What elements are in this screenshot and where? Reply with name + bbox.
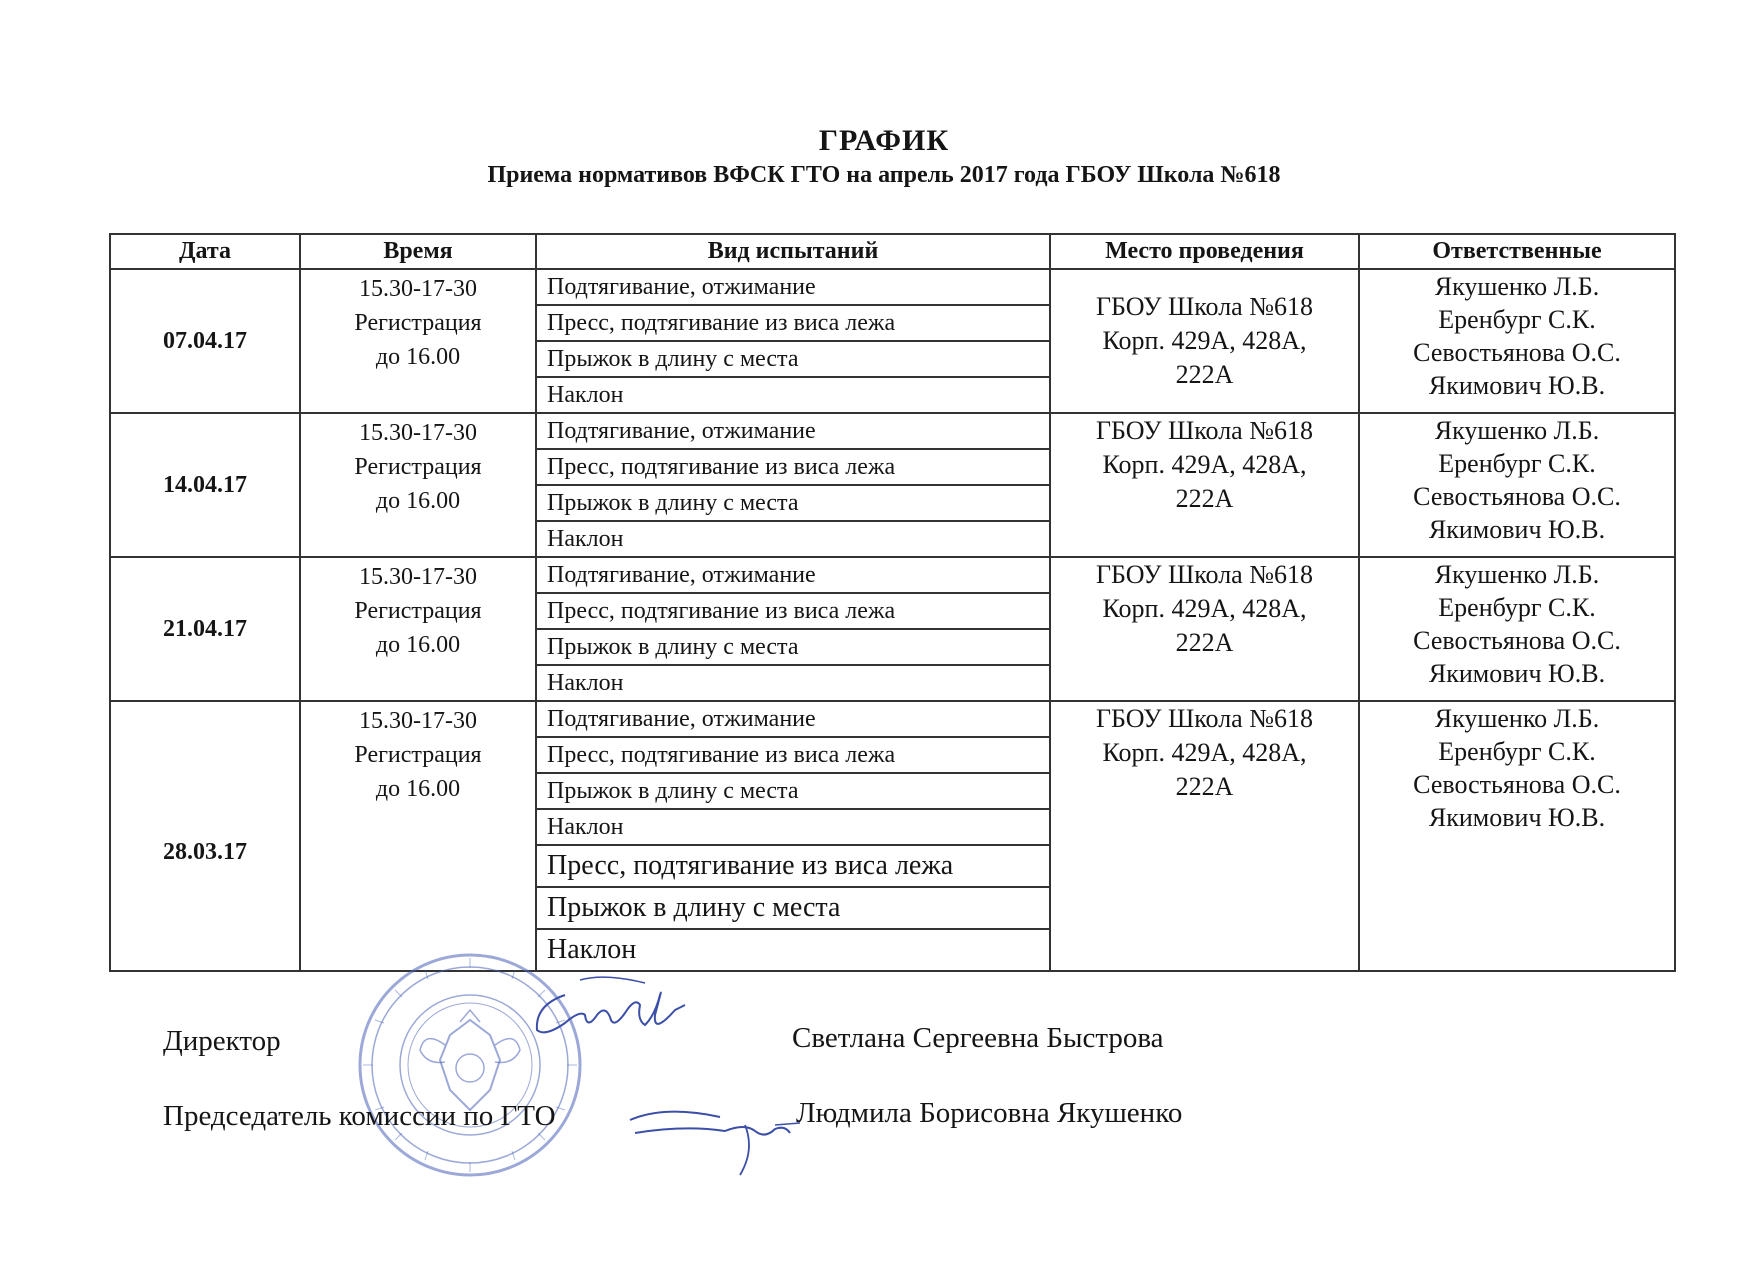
test-cell: Наклон — [536, 929, 1050, 971]
responsible-name: Якушенко Л.Б. — [1434, 416, 1600, 445]
column-header-test: Вид испытаний — [536, 234, 1050, 269]
place-cell — [1050, 557, 1359, 701]
place-line: 222А — [1175, 360, 1234, 389]
document-title: ГРАФИК — [818, 124, 950, 157]
place-line: Корп. 429А, 428А, — [1102, 594, 1307, 623]
table-row — [110, 701, 1675, 737]
chair-role: Председатель комиссии по ГТО — [163, 1100, 556, 1132]
place-line: 222А — [1175, 484, 1234, 513]
place-line: ГБОУ Школа №618 — [1095, 560, 1314, 589]
responsible-name: Севостьянова О.С. — [1413, 626, 1621, 655]
test-cell: Пресс, подтягивание из виса лежа — [536, 593, 1050, 629]
document-subtitle: Приема нормативов ВФСК ГТО на апрель 2017 года ГБОУ Школа №618 — [487, 162, 1281, 188]
place-cell — [1050, 269, 1359, 413]
column-header-place: Место проведения — [1050, 234, 1359, 269]
place-line: Корп. 429А, 428А, — [1102, 450, 1307, 479]
place-cell — [1050, 701, 1359, 971]
test-cell: Прыжок в длину с места — [536, 485, 1050, 521]
responsible-name: Еренбург С.К. — [1438, 305, 1596, 334]
place-line: ГБОУ Школа №618 — [1095, 704, 1314, 733]
responsible-name: Еренбург С.К. — [1438, 593, 1596, 622]
column-header-time: Время — [300, 234, 536, 269]
responsible-cell — [1359, 269, 1675, 413]
time-cell — [300, 701, 536, 971]
responsible-name: Якимович Ю.В. — [1428, 659, 1606, 688]
registration-deadline: до 16.00 — [375, 776, 461, 802]
test-cell: Подтягивание, отжимание — [536, 269, 1050, 305]
test-cell: Пресс, подтягивание из виса лежа — [536, 305, 1050, 341]
responsible-cell — [1359, 557, 1675, 701]
place-cell — [1050, 413, 1359, 557]
responsible-name: Якимович Ю.В. — [1428, 515, 1606, 544]
schedule-table — [109, 233, 1676, 972]
table-row — [110, 269, 1675, 305]
test-cell: Наклон — [536, 377, 1050, 413]
test-cell: Наклон — [536, 521, 1050, 557]
time-range: 15.30-17-30 — [359, 708, 477, 734]
registration-label: Регистрация — [354, 454, 482, 480]
responsible-name: Севостьянова О.С. — [1413, 338, 1621, 367]
test-cell: Наклон — [536, 809, 1050, 845]
time-range: 15.30-17-30 — [359, 276, 477, 302]
test-cell: Наклон — [536, 665, 1050, 701]
date-value: 28.03.17 — [163, 839, 247, 865]
test-cell: Прыжок в длину с места — [536, 773, 1050, 809]
registration-label: Регистрация — [354, 742, 482, 768]
registration-deadline: до 16.00 — [375, 632, 461, 658]
date-cell: 14.04.17 — [110, 413, 300, 557]
responsible-name: Еренбург С.К. — [1438, 449, 1596, 478]
test-cell: Прыжок в длину с места — [536, 629, 1050, 665]
table-row — [110, 413, 1675, 449]
test-cell: Прыжок в длину с места — [536, 341, 1050, 377]
time-cell — [300, 413, 536, 557]
director-name: Светлана Сергеевна Быстрова — [792, 1022, 1164, 1054]
time-cell — [300, 557, 536, 701]
responsible-cell — [1359, 413, 1675, 557]
place-line: 222А — [1175, 628, 1234, 657]
date-cell: 07.04.17 — [110, 269, 300, 413]
registration-label: Регистрация — [354, 310, 482, 336]
responsible-name: Еренбург С.К. — [1438, 737, 1596, 766]
registration-deadline: до 16.00 — [375, 344, 461, 370]
place-line: Корп. 429А, 428А, — [1102, 738, 1307, 767]
test-cell: Подтягивание, отжимание — [536, 557, 1050, 593]
date-cell: 21.04.17 — [110, 557, 300, 701]
time-range: 15.30-17-30 — [359, 564, 477, 590]
test-cell: Подтягивание, отжимание — [536, 413, 1050, 449]
place-line: ГБОУ Школа №618 — [1095, 292, 1314, 321]
registration-deadline: до 16.00 — [375, 488, 461, 514]
test-cell: Пресс, подтягивание из виса лежа — [536, 737, 1050, 773]
responsible-name: Якимович Ю.В. — [1428, 371, 1606, 400]
registration-label: Регистрация — [354, 598, 482, 624]
column-header-date: Дата — [110, 234, 300, 269]
responsible-name: Якушенко Л.Б. — [1434, 560, 1600, 589]
test-cell: Пресс, подтягивание из виса лежа — [536, 449, 1050, 485]
time-cell — [300, 269, 536, 413]
director-role: Директор — [163, 1025, 281, 1057]
responsible-name: Якушенко Л.Б. — [1434, 704, 1600, 733]
test-cell: Пресс, подтягивание из виса лежа — [536, 845, 1050, 887]
column-header-responsible: Ответственные — [1359, 234, 1675, 269]
responsible-name: Севостьянова О.С. — [1413, 482, 1621, 511]
chair-signature — [625, 1095, 805, 1185]
date-cell — [110, 701, 300, 971]
test-cell: Прыжок в длину с места — [536, 887, 1050, 929]
test-cell: Подтягивание, отжимание — [536, 701, 1050, 737]
table-header-row — [110, 234, 1675, 269]
director-signature — [525, 975, 695, 1055]
responsible-name: Севостьянова О.С. — [1413, 770, 1621, 799]
responsible-cell — [1359, 701, 1675, 971]
table-row — [110, 557, 1675, 593]
chair-name: Людмила Борисовна Якушенко — [796, 1097, 1183, 1129]
place-line: Корп. 429А, 428А, — [1102, 326, 1307, 355]
place-line: 222А — [1175, 772, 1234, 801]
responsible-name: Якимович Ю.В. — [1428, 803, 1606, 832]
responsible-name: Якушенко Л.Б. — [1434, 272, 1600, 301]
time-range: 15.30-17-30 — [359, 420, 477, 446]
place-line: ГБОУ Школа №618 — [1095, 416, 1314, 445]
